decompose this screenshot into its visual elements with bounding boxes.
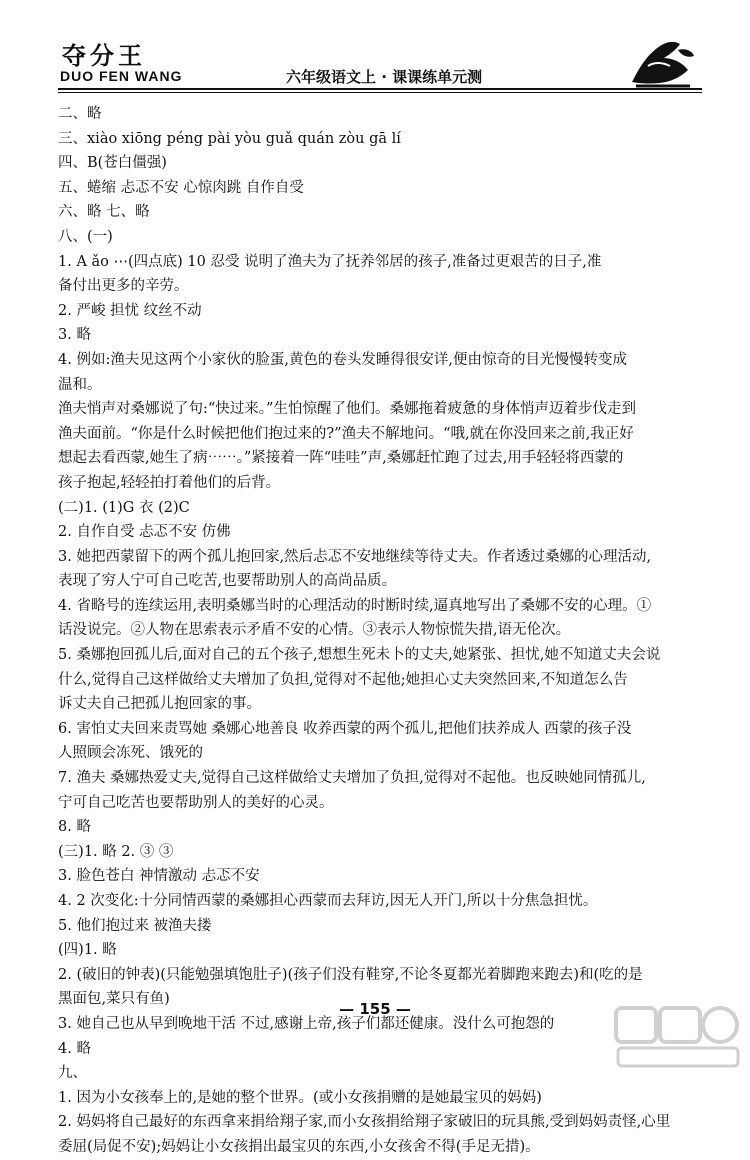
answer-line: 2. 妈妈将自己最好的东西拿来捐给翔子家,而小女孩捐给翔子家破旧的玩具熊,受到妈妈责怪,心里 bbox=[58, 1114, 671, 1131]
answer-line: 3. 脸色苍白 神情激动 忐忑不安 bbox=[58, 868, 260, 885]
answer-line: 1. A ǎo ⋯(四点底) 10 忍受 说明了渔夫为了抚养邻居的孩子,准备过更艰苦的日子,准 bbox=[58, 253, 602, 270]
answer-line: 温和。 bbox=[58, 376, 102, 393]
answer-line: 5. 桑娜抱回孤儿后,面对自己的五个孩子,想想生死未卜的丈夫,她紧张、担忧,她不知道丈夫会说 bbox=[58, 647, 661, 664]
answer-line: 什么,觉得自己这样做给丈夫增加了负担,觉得对不起他;她担心丈夫突然回来,不知道怎么告 bbox=[58, 671, 628, 688]
answer-line: 委屈(局促不安);妈妈让小女孩捐出最宝贝的东西,小女孩舍不得(手足无措)。 bbox=[58, 1138, 540, 1155]
answer-line: (四)1. 略 bbox=[58, 942, 117, 959]
answer-line: 7. 渔夫 桑娜热爱丈夫,觉得自己这样做给丈夫增加了负担,觉得对不起他。也反映她同情孤儿, bbox=[58, 770, 646, 787]
answer-line: 渔夫面前。“你是什么时候把他们抱过来的?”渔夫不解地问。“哦,就在你没回来之前,我正好 bbox=[58, 425, 634, 442]
answer-line: 诉丈夫自己把孤儿抱回家的事。 bbox=[58, 696, 261, 713]
answer-line: 人照顾会冻死、饿死的 bbox=[58, 745, 203, 762]
answer-line: 孩子抱起,轻轻拍打着他们的后背。 bbox=[58, 474, 281, 491]
answer-line: 表现了穷人宁可自己吃苦,也要帮助别人的高尚品质。 bbox=[58, 573, 397, 590]
page-number: — 155 — bbox=[339, 1000, 411, 1018]
calligraphy-logo-icon bbox=[626, 36, 698, 90]
answer-line: 宁可自己吃苦也要帮助别人的美好的心灵。 bbox=[58, 794, 334, 811]
answer-line: 3. 她自己也从早到晚地干活 不过,感谢上帝,孩子们都还健康。没什么可抱怨的 bbox=[58, 1015, 555, 1032]
header-divider bbox=[58, 88, 702, 90]
answer-line: 4. 省略号的连续运用,表明桑娜当时的心理活动的时断时续,逼真地写出了桑娜不安的心理。① bbox=[58, 597, 652, 614]
answer-line: 备付出更多的辛劳。 bbox=[58, 278, 189, 295]
answer-line: 六、略 七、略 bbox=[58, 204, 150, 221]
answer-line: 渔夫悄声对桑娜说了句:“快过来。”生怕惊醒了他们。桑娜拖着疲惫的身体悄声迈着步伐走到 bbox=[58, 401, 636, 418]
answer-line: 八、(一) bbox=[58, 228, 113, 245]
answer-line: 四、B(苍白僵强) bbox=[58, 155, 167, 172]
answer-line: 3. 略 bbox=[58, 327, 91, 344]
answer-line: 2. (破旧的钟表)(只能勉强填饱肚子)(孩子们没有鞋穿,不论冬夏都光着脚跑来跑去)和(吃的是 bbox=[58, 966, 643, 983]
answer-line: 想起去看西蒙,她生了病⋯⋯。”紧接着一阵“哇哇”声,桑娜赶忙跑了过去,用手轻轻将西蒙的 bbox=[58, 450, 624, 467]
answer-line: 三、xiào xiōng péng pài yòu guǎ quán zòu gā lí bbox=[58, 130, 401, 147]
answer-line: 4. 2 次变化:十分同情西蒙的桑娜担心西蒙而去拜访,因无人开门,所以十分焦急担忧。 bbox=[58, 893, 598, 909]
brand-name-chinese: 夺分王 bbox=[62, 41, 146, 70]
answer-line: 4. 略 bbox=[58, 1040, 91, 1057]
answer-line: 2. 自作自受 忐忑不安 仿佛 bbox=[58, 524, 231, 541]
answer-line: 黑面包,菜只有鱼) bbox=[58, 991, 170, 1008]
answer-line: 4. 例如:渔夫见这两个小家伙的脸蛋,黄色的卷头发睡得很安详,便由惊奇的目光慢慢转变成 bbox=[58, 351, 628, 368]
answer-line: (三)1. 略 2. ③ ③ bbox=[58, 843, 174, 860]
answer-line: 二、略 bbox=[58, 106, 102, 122]
answer-line: 话没说完。②人物在思索表示矛盾不安的心情。③表示人物惊慌失措,语无伦次。 bbox=[58, 622, 571, 639]
answer-line: 五、蜷缩 忐忑不安 心惊肉跳 自作自受 bbox=[58, 179, 304, 196]
answer-line: 2. 严峻 担忧 纹丝不动 bbox=[58, 302, 202, 319]
page-header bbox=[0, 0, 750, 102]
header-divider-thin bbox=[58, 92, 702, 93]
answer-line: 1. 因为小女孩奉上的,是她的整个世界。(或小女孩捐赠的是她最宝贝的妈妈) bbox=[58, 1089, 542, 1106]
book-subtitle: 六年级语文上 · 课课练单元测 bbox=[286, 68, 483, 86]
brand-name-english: DUO FEN WANG bbox=[60, 68, 183, 84]
answer-line: 3. 她把西蒙留下的两个孤儿抱回家,然后忐忑不安地继续等待丈夫。作者透过桑娜的心理活动, bbox=[58, 548, 652, 565]
answer-line: 8. 略 bbox=[58, 819, 91, 836]
answer-line: 6. 害怕丈夫回来责骂她 桑娜心地善良 收养西蒙的两个孤儿,把他们扶养成人 西蒙的孩子没 bbox=[58, 720, 632, 737]
watermark-stamp-icon bbox=[612, 1002, 742, 1070]
answer-line: 九、 bbox=[58, 1065, 87, 1082]
answer-line: (二)1. (1)G 衣 (2)C bbox=[58, 499, 190, 516]
answer-line: 5. 他们抱过来 被渔夫搂 bbox=[58, 917, 212, 934]
